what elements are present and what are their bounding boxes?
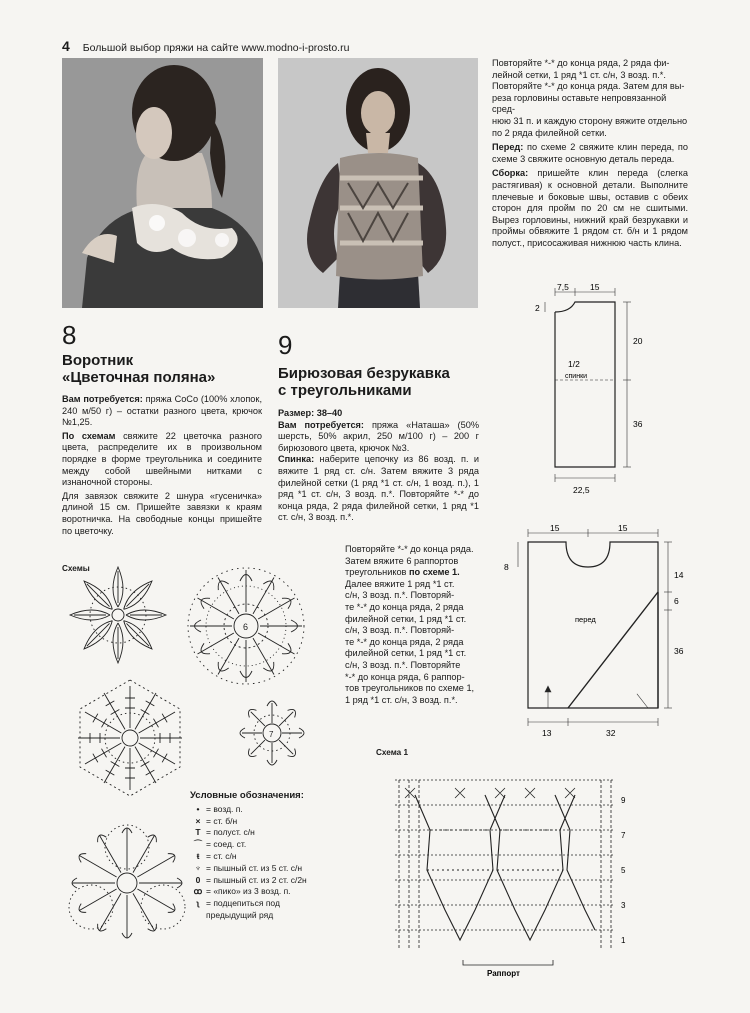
- legend-item: × = ст. б/н: [195, 815, 238, 826]
- back-outline: [555, 302, 615, 467]
- item9-body: [278, 408, 479, 524]
- scheme1-repeat-bracket: [463, 960, 553, 965]
- legend-item: Т = полуст. с/н: [195, 827, 255, 838]
- item9-title-line2: с треугольниками: [278, 382, 412, 399]
- legend-item: 0 = пышный ст. из 2 ст. с/2н: [195, 874, 307, 885]
- scheme1-repeat-label: Раппорт: [487, 969, 520, 978]
- scheme1-triangles: [415, 795, 595, 940]
- scheme1-row-9: 9: [621, 796, 626, 805]
- scheme1-cross-stitches: [405, 788, 575, 798]
- item8-materials-label: Вам потребуется:: [62, 394, 143, 404]
- header-text: Большой выбор пряжи на сайте www.modno-i-prosto.ru: [82, 42, 350, 54]
- back-line: треугольников по схеме 1.: [345, 567, 460, 578]
- right-line: Повторяйте *-* до конца ряда. Затем для вы-: [492, 81, 685, 92]
- legend-item: ꝏ = «пико» из 3 возд. п.: [193, 886, 291, 897]
- scheme1-row-1: 1: [621, 936, 626, 945]
- assembly-label: Сборка:: [492, 168, 529, 179]
- back-line: Далее вяжите 1 ряд *1 ст.: [345, 578, 455, 589]
- right-line: Повторяйте *-* до конца ряда, 2 ряда фи-: [492, 58, 670, 68]
- motif-6-label: 6: [243, 622, 249, 632]
- front-text: по схеме 2 свяжите клин переда, по схеме 3 свяжите основную деталь переда.: [492, 142, 688, 164]
- motif-6: [188, 568, 304, 684]
- front-dim-shoulder: 14: [674, 570, 684, 580]
- front-piece-label: перед: [575, 615, 596, 624]
- back-line: те *-* до конца ряда, 2 ряда: [345, 601, 464, 612]
- right-line: по 2 ряда филейной сетки.: [492, 127, 607, 138]
- item8-title-line1: Воротник: [62, 352, 134, 369]
- back-dim-armhole: 20: [633, 336, 643, 346]
- front-wedge: [568, 592, 658, 708]
- motif-hexagon: [78, 680, 182, 796]
- scheme1-chart: [385, 760, 655, 980]
- item9-size-value: 38–40: [314, 408, 343, 418]
- motif-trefoil: [69, 825, 185, 938]
- page-number: 4: [62, 38, 70, 54]
- item8-number: 8: [62, 320, 77, 350]
- back-line: 1 ряд *1 ст. с/н, 3 возд. п.*.: [345, 694, 458, 705]
- back-line: Повторяйте *-* до конца ряда.: [345, 544, 474, 554]
- right-line: реза горловины оставьте непровязанной сред-: [492, 92, 667, 115]
- front-outline: [528, 542, 658, 708]
- item9-size-label: Размер:: [278, 408, 315, 418]
- item9-back-continued: [345, 544, 479, 706]
- pattern-half-back: [515, 282, 695, 502]
- legend-item: ⌒ = соед. ст.: [193, 839, 247, 850]
- front-dim-bottom-a: 13: [542, 728, 552, 738]
- scheme1-row-3: 3: [621, 901, 626, 910]
- front-dim-bottom-b: 32: [606, 728, 616, 738]
- legend-item: ʅ = подцепиться под: [196, 898, 280, 909]
- scheme1-row-5: 5: [621, 866, 626, 875]
- back-dim-bottom: 22,5: [573, 485, 590, 495]
- page-header: [62, 38, 349, 54]
- legend-item: ŧ = ст. с/н: [196, 850, 237, 861]
- front-label: Перед:: [492, 142, 524, 153]
- item9-back-text: наберите цепочку из 86 возд. п. и вяжите 1 ряд ст. с/н. Затем вяжите 3 ряда филейной сетки (1 ряд *1 ст. с/н, 1 возд. п.), 1 ряд *1 ст. с/н, 3 возд. п.*. Повторяйте *-* до конца ряда, 2 ряда филейной сетки, 1 ряд *1 ст. с/н, 3 возд. п.*.: [278, 454, 479, 523]
- charts-label: Схемы: [62, 564, 90, 573]
- item8-title-line2: «Цветочная поляна»: [62, 369, 216, 386]
- back-line: с/н, 3 возд. п.*. Повторяй-: [345, 590, 455, 601]
- photo-collar: [62, 58, 263, 308]
- legend-title: Условные обозначения:: [190, 790, 304, 801]
- item8-schemes-label: По схемам: [62, 430, 116, 441]
- pattern-front: [498, 522, 698, 742]
- back-line: Затем вяжите 6 раппортов: [345, 555, 459, 566]
- back-line: тов треугольников по схеме 1,: [345, 683, 475, 694]
- back-line: с/н, 3 возд. п.*. Повторяйте: [345, 659, 461, 670]
- front-dim-wedge: 6: [674, 596, 679, 606]
- front-dim-top-a: 15: [550, 523, 560, 533]
- legend: [190, 790, 350, 922]
- item8-materials-text: пряжа CoCo (100% хлопок, 240 м/50 г) – остатки разного цвета, крючок №1,25.: [62, 394, 262, 428]
- right-line: лейной сетки, 1 ряд *1 ст. с/н, 3 возд. п.*.: [492, 69, 666, 80]
- item8-body: [62, 394, 262, 537]
- item8-schemes-text: свяжите 22 цветочка разного цвета, распределите их в произвольном порядке в форме треугольника и соедините между собой швейными нитками с изнаночной стороны.: [62, 430, 263, 488]
- item9-title-line1: Бирюзовая безрукавка: [278, 365, 450, 382]
- front-dim-side: 36: [674, 646, 684, 656]
- back-line: те *-* до конца ряда, 2 ряда: [345, 636, 464, 647]
- back-dim-neck: 2: [535, 303, 540, 313]
- back-line: филейной сетки, 1 ряд *1 ст.: [345, 613, 467, 624]
- back-piece-label-2: спинки: [565, 373, 588, 380]
- photo-vest: [278, 58, 478, 308]
- legend-item: предыдущий ряд: [206, 909, 274, 920]
- scheme1-row-7: 7: [621, 831, 626, 840]
- item8-title: [62, 352, 262, 386]
- back-line: филейной сетки, 1 ряд *1 ст.: [345, 648, 467, 659]
- back-dim-top-b: 15: [590, 282, 600, 292]
- item8-ties-text: Для завязок свяжите 2 шнура «гусеничка» длиной 15 см. Пришейте завязки к краям воротничка. На свободные концы пришейте по цветочку.: [62, 490, 262, 536]
- assembly-text: пришейте клин переда (слегка растягивая) к основной детали. Выполните плечевые и боковые швы, оставив с обеих сторон для пройм по 20 см не сшитыми. Вырез горловины, нижний край безрукавки и проймы обвяжите 1 рядом ст. б/н и 1 рядом полуст., присосаживая нижнюю часть клина.: [492, 168, 688, 248]
- motif-star-flower: [70, 567, 166, 663]
- front-dim-top-b: 15: [618, 523, 628, 533]
- item9-title: [278, 365, 478, 399]
- scheme1-title: Схема 1: [376, 748, 409, 757]
- item9-materials-text: пряжа «Наташа» (50% шерсть, 50% акрил, 250 м/100 г) – 200 г бирюзового цвета, крючок №3.: [278, 419, 479, 453]
- right-line: нюю 31 п. и каждую сторону вяжите отдельно: [492, 115, 688, 126]
- scheme1-grid: [395, 780, 615, 950]
- legend-item: ♆ = пышный ст. из 5 ст. с/н: [194, 862, 303, 873]
- back-piece-label-1: 1/2: [568, 359, 580, 369]
- back-line: *-* до конца ряда, 6 раппор-: [345, 671, 465, 682]
- front-dim-neck: 8: [504, 562, 509, 572]
- item9-number: 9: [278, 330, 293, 360]
- legend-item: • = возд. п.: [196, 803, 243, 814]
- item9-back-label: Спинка:: [278, 454, 315, 465]
- right-column-text: [492, 58, 688, 250]
- motif-7: [240, 701, 304, 765]
- motif-7-label: 7: [269, 730, 274, 739]
- back-dim-side: 36: [633, 419, 643, 429]
- back-dim-top-a: 7,5: [557, 282, 569, 292]
- back-line: с/н, 3 возд. п.*. Повторяй-: [345, 625, 455, 636]
- item9-materials-label: Вам потребуется:: [278, 419, 364, 430]
